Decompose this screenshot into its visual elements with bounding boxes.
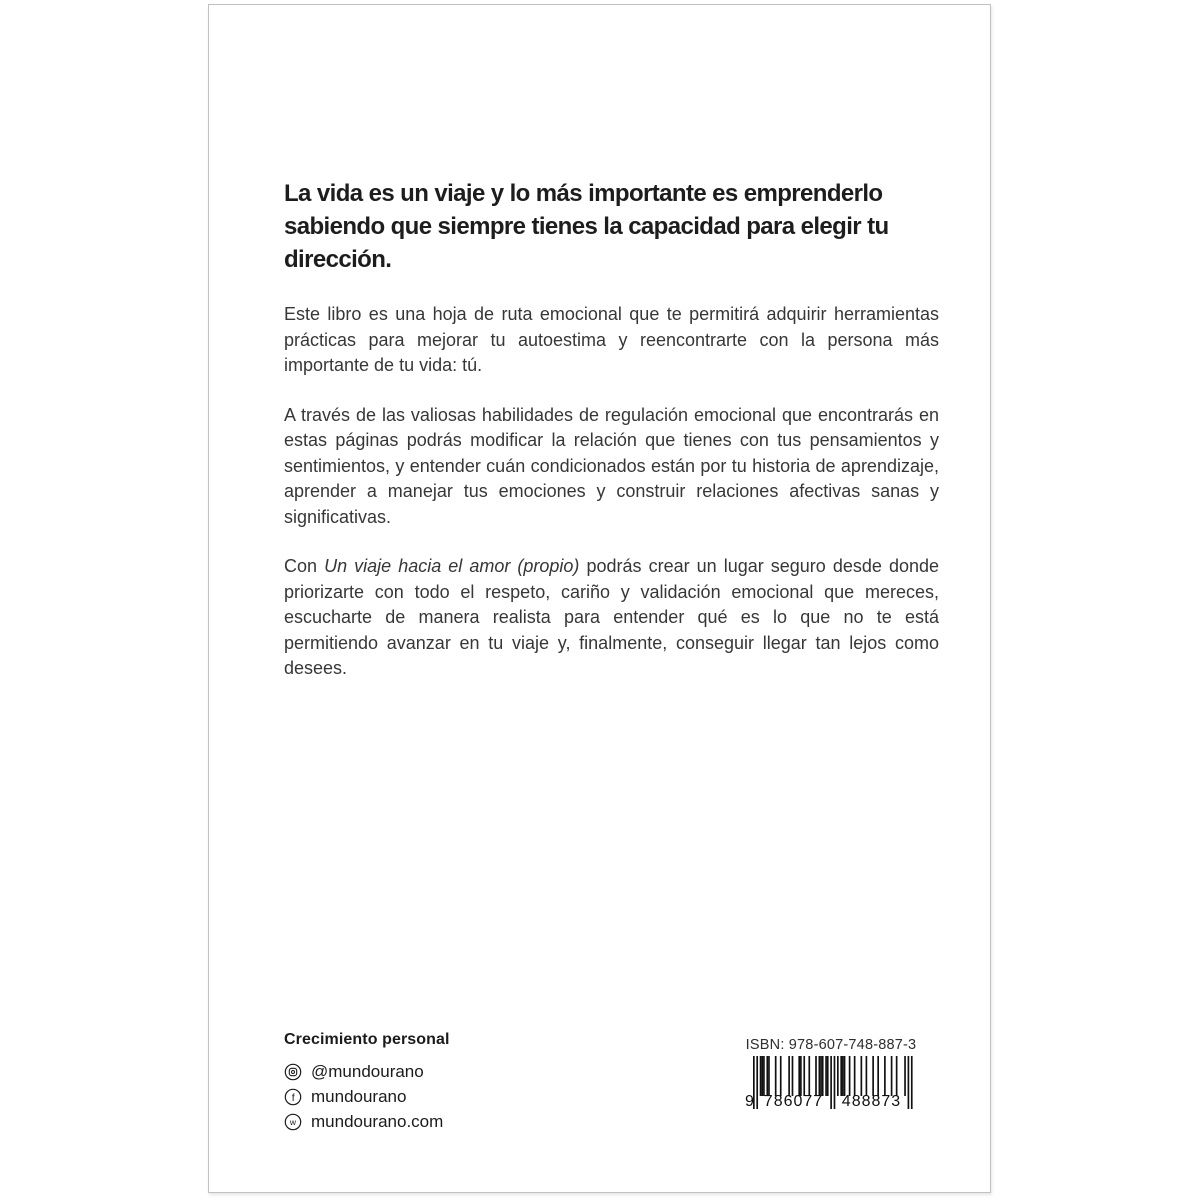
isbn-barcode-block: [745, 1037, 917, 1123]
footer-publisher-info: [284, 1031, 450, 1134]
paragraph-1: Este libro es una hoja de ruta emocional que te permitirá adquirir herramientas prácticas para mejorar tu autoestima y reencontrarte con la persona más importante de tu vida: tú.: [284, 304, 939, 375]
isbn-label: ISBN: 978-607-748-887-3: [745, 1037, 917, 1053]
barcode-digit-group: 786077: [763, 1093, 824, 1110]
social-row-instagram: [284, 1059, 450, 1084]
facebook-handle: mundourano: [311, 1086, 407, 1106]
paragraph-3-suffix: podrás crear un lugar seguro desde donde priorizarte con todo el respeto, cariño y validación emocional que mereces, escucharte de manera realista para entender qué es lo que no te está permitiendo avanzar en tu viaje y, finalmente, conseguir llegar tan lejos como desees.: [284, 556, 940, 678]
svg-text:w: w: [289, 1116, 297, 1127]
website-url: mundourano.com: [311, 1111, 444, 1131]
svg-text:f: f: [291, 1091, 295, 1104]
book-title-italic: Un viaje hacia el amor (propio): [324, 556, 580, 576]
barcode-digit-group: 9: [745, 1093, 755, 1110]
headline-line: La vida es un viaje y lo más importante es emprenderlo: [284, 180, 883, 207]
barcode-digit-group: 488873: [841, 1093, 902, 1110]
category-label: Crecimiento personal: [284, 1031, 450, 1048]
facebook-icon: [284, 1088, 302, 1106]
paragraph-2: A través de las valiosas habilidades de regulación emocional que encontrarás en estas páginas podrás modificar la relación que tienes con tus pensamientos y sentimientos, y entender cuán condicionados están por tu historia de aprendizaje, aprender a manejar tus emociones y construir relaciones afectivas sanas y significativas.: [284, 404, 939, 527]
website-icon: [284, 1113, 302, 1131]
headline: [284, 177, 939, 276]
headline-line: dirección.: [284, 246, 392, 273]
paragraph-3: [284, 554, 939, 682]
book-back-cover: [208, 4, 991, 1193]
paragraph-3-prefix: Con: [284, 556, 325, 576]
back-cover-text: [284, 177, 939, 706]
instagram-icon: [284, 1063, 302, 1081]
instagram-handle: @mundourano: [311, 1061, 424, 1081]
social-row-website: [284, 1109, 450, 1134]
headline-line: sabiendo que siempre tienes la capacidad para elegir tu: [284, 213, 889, 240]
social-row-facebook: [284, 1084, 450, 1109]
